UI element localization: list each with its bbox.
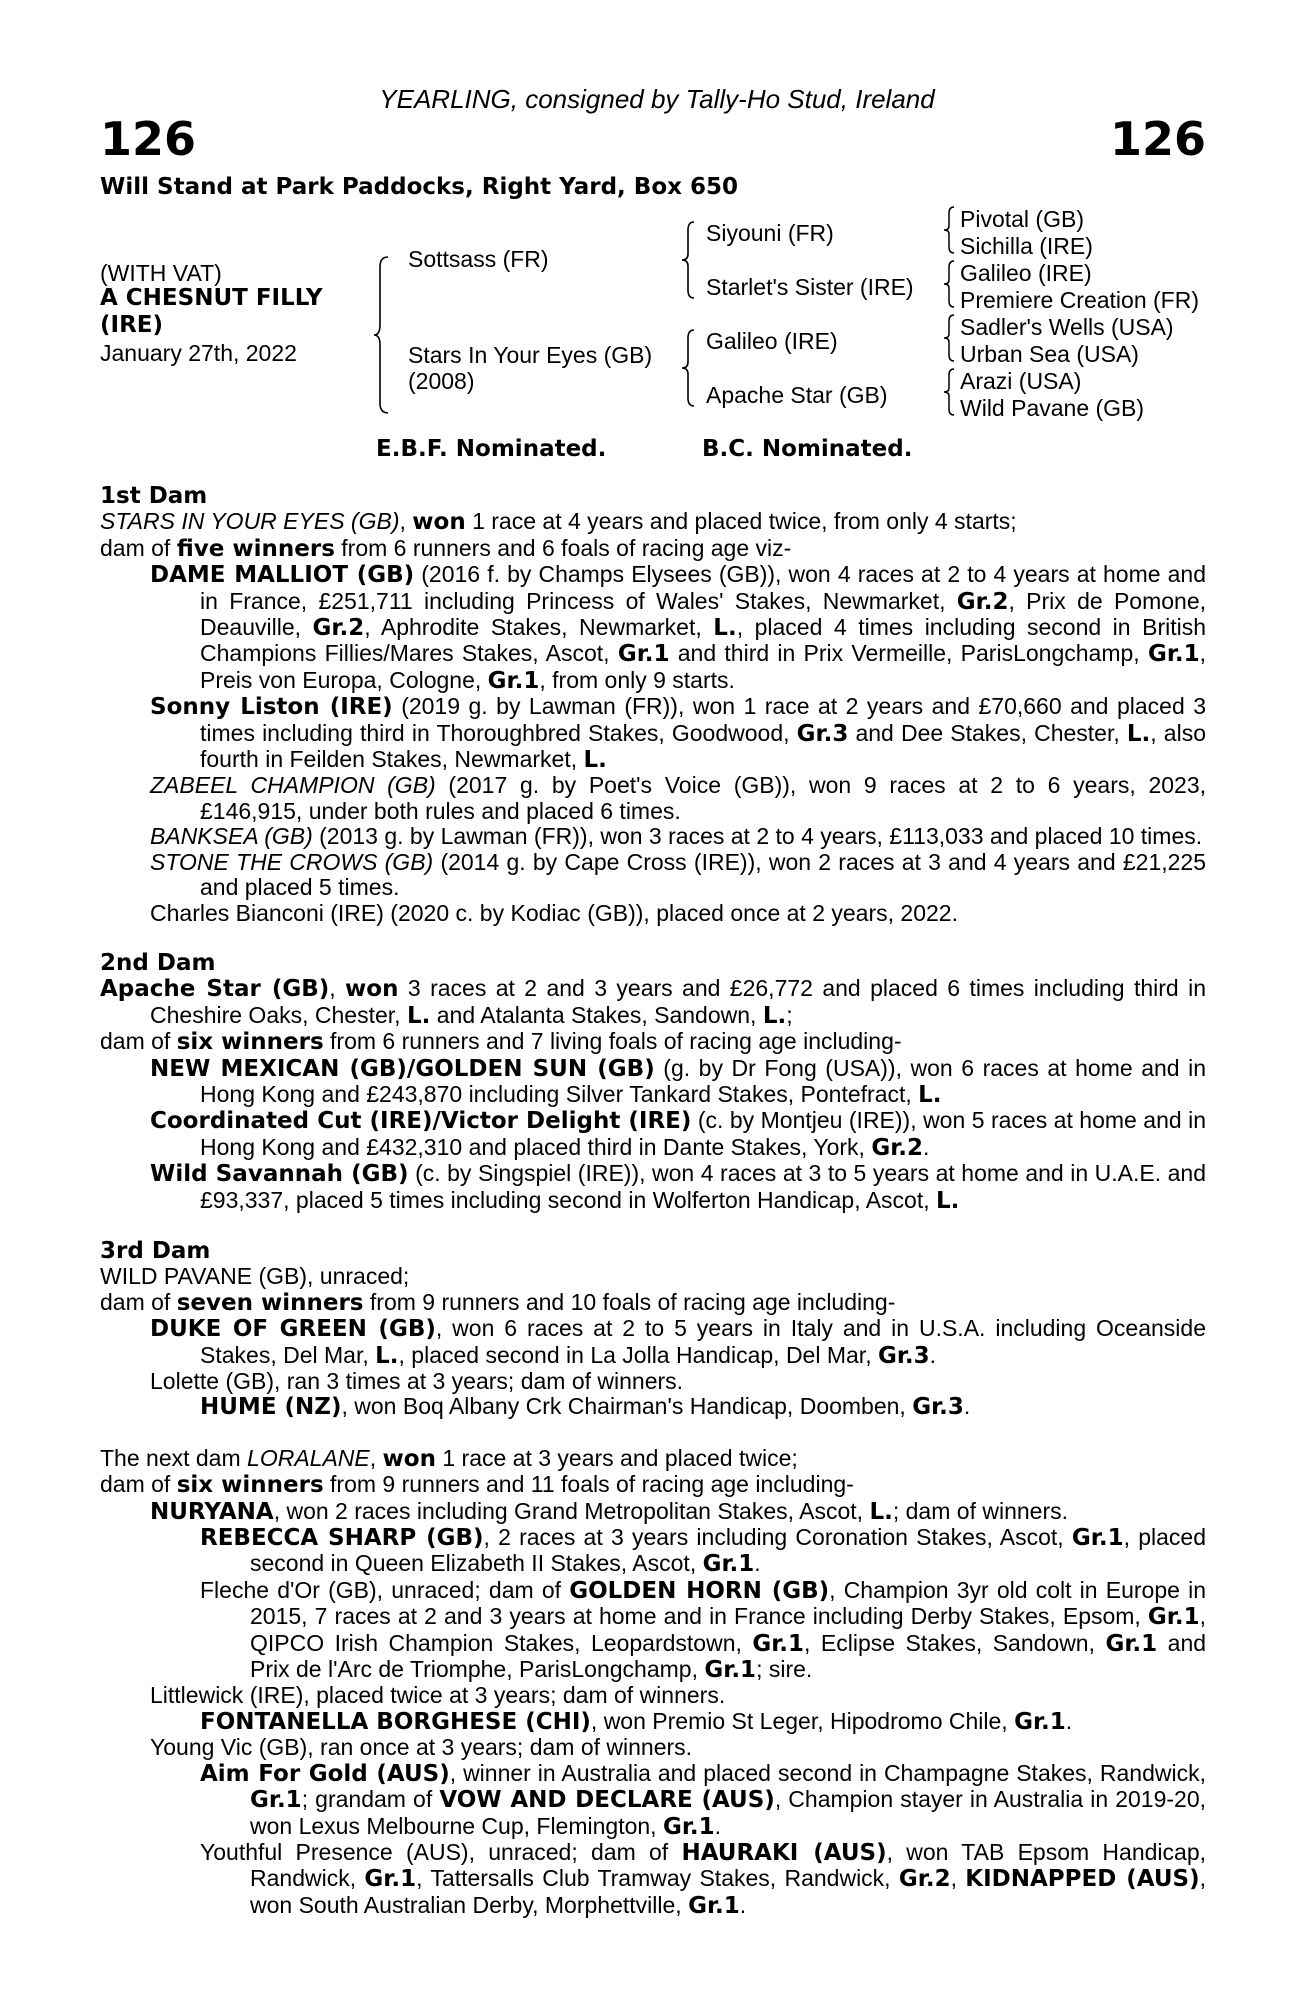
foaling-date: January 27th, 2022 — [100, 340, 297, 366]
pedigree-sire: Sottsass (FR) — [408, 246, 549, 272]
pedigree-brace-g3-2 — [944, 260, 956, 308]
pedigree-brace-g3-4 — [944, 368, 956, 416]
pedigree-brace-g3-3 — [944, 314, 956, 362]
lot-number-left: 126 — [100, 112, 197, 166]
progeny-entry: STONE THE CROWS (GB) (2014 g. by Cape Cross (IRE)), won 2 races at 3 and 4 years and £21,225 and placed 5 times. — [150, 848, 1206, 901]
lot-number-right: 126 — [1109, 112, 1206, 166]
progeny-entry: FONTANELLA BORGHESE (CHI), won Premio St Leger, Hipodromo Chile, Gr.1. — [200, 1707, 1073, 1735]
progeny-entry: Lolette (GB), ran 3 times at 3 years; dam of winners. — [150, 1368, 684, 1394]
ebf-nomination: E.B.F. Nominated. — [376, 436, 607, 462]
first-dam-line1: STARS IN YOUR EYES (GB), won 1 race at 4 years and placed twice, from only 4 starts; — [100, 508, 1017, 536]
pedigree-dam-sire: Galileo (IRE) — [706, 328, 838, 354]
second-dam-heading: 2nd Dam — [100, 949, 216, 976]
bc-nomination: B.C. Nominated. — [702, 436, 913, 462]
progeny-entry: DAME MALLIOT (GB) (2016 f. by Champs Elysees (GB)), won 4 races at 2 to 4 years at home and in France, £251,711 including Princess of Wales' Stakes, Newmarket, Gr.2, Prix de Pomone, Deauville, Gr.2, Aphrodite Stakes, Newmarket, L., placed 4 times including second in British Champions Fillies/Mares Stakes, Ascot, Gr.1 and third in Prix Vermeille, ParisLongchamp, Gr.1, Preis von Europa, Cologne, Gr.1, from only 9 starts. — [150, 561, 1207, 694]
second-dam-line2: dam of six winners from 6 runners and 7 living foals of racing age including- — [100, 1028, 902, 1056]
third-dam-line2: dam of seven winners from 9 runners and 10 foals of racing age including- — [100, 1288, 896, 1316]
vat-note: (WITH VAT) — [100, 260, 222, 286]
progeny-entry: Young Vic (GB), ran once at 3 years; dam of winners. — [150, 1734, 693, 1761]
pedigree-brace-g3-1 — [944, 206, 956, 254]
third-dam-line1: WILD PAVANE (GB), unraced; — [100, 1263, 410, 1290]
pedigree-brace-dam — [682, 328, 696, 408]
progeny-entry: Coordinated Cut (IRE)/Victor Delight (IRE) (c. by Montjeu (IRE)), won 5 races at home and in Hong Kong and £432,310 and placed third in Dante Stakes, York, Gr.2. — [150, 1107, 1207, 1161]
progeny-entry: Sonny Liston (IRE) (2019 g. by Lawman (FR)), won 1 race at 2 years and £70,660 and placed 3 times including third in Thoroughbred Stakes, Goodwood, Gr.3 and Dee Stakes, Chester, L., also fourth in Feilden Stakes, Newmarket, L. — [150, 693, 1206, 774]
progeny-entry: REBECCA SHARP (GB), 2 races at 3 years including Coronation Stakes, Ascot, Gr.1, placed second in Queen Elizabeth II Stakes, Ascot, Gr.1. — [200, 1524, 1206, 1578]
next-dam-line1: The next dam LORALANE, won 1 race at 3 years and placed twice; — [100, 1444, 798, 1472]
pedigree-g3-7: Arazi (USA) — [960, 368, 1082, 394]
pedigree-brace-main — [374, 255, 390, 415]
progeny-entry: Fleche d'Or (GB), unraced; dam of GOLDEN HORN (GB), Champion 3yr old colt in Europe in 2015, 7 races at 2 and 3 years at home and in France including Derby Stakes, Epsom, Gr.1, QIPCO Irish Champion Stakes, Leopardstown, Gr.1, Eclipse Stakes, Sandown, Gr.1 and Prix de l'Arc de Triomphe, ParisLongchamp, Gr.1; sire. — [200, 1576, 1207, 1684]
progeny-entry: Aim For Gold (AUS), winner in Australia and placed second in Champagne Stakes, Randwick, Gr.1; grandam of VOW AND DECLARE (AUS), Champion stayer in Australia in 2019-20, won Lexus Melbourne Cup, Flemington, Gr.1. — [200, 1759, 1207, 1840]
pedigree-dam-dam: Apache Star (GB) — [706, 382, 888, 408]
progeny-entry: Wild Savannah (GB) (c. by Singspiel (IRE)), won 4 races at 3 to 5 years at home and in U.A.E. and £93,337, placed 5 times including second in Wolferton Handicap, Ascot, L. — [150, 1160, 1207, 1214]
first-dam-line2: dam of five winners from 6 runners and 6 foals of racing age viz- — [100, 534, 792, 562]
progeny-entry: DUKE OF GREEN (GB), won 6 races at 2 to 5 years in Italy and in U.S.A. including Oceanside Stakes, Del Mar, L., placed second in La Jolla Handicap, Del Mar, Gr.3. — [150, 1315, 1207, 1369]
pedigree-g3-8: Wild Pavane (GB) — [960, 395, 1145, 421]
progeny-entry: Charles Bianconi (IRE) (2020 c. by Kodiac (GB)), placed once at 2 years, 2022. — [150, 899, 958, 926]
pedigree-g3-3: Galileo (IRE) — [960, 260, 1092, 286]
pedigree-g3-6: Urban Sea (USA) — [960, 341, 1139, 367]
pedigree-dam: Stars In Your Eyes (GB) — [408, 342, 653, 368]
progeny-entry: NURYANA, won 2 races including Grand Metropolitan Stakes, Ascot, L.; dam of winners. — [150, 1497, 1068, 1525]
second-dam-line1: Apache Star (GB), won 3 races at 2 and 3 years and £26,772 and placed 6 times including third in Cheshire Oaks, Chester, L. and Atalanta Stakes, Sandown, L.; — [100, 975, 1207, 1029]
progeny-entry: Youthful Presence (AUS), unraced; dam of HAURAKI (AUS), won TAB Epsom Handicap, Randwick, Gr.1, Tattersalls Club Tramway Stakes, Randwick, Gr.2, KIDNAPPED (AUS), won South Australian Derby, Morphettville, Gr.1. — [200, 1838, 1206, 1919]
pedigree-dam-year: (2008) — [408, 368, 475, 394]
pedigree-g3-4: Premiere Creation (FR) — [960, 287, 1199, 313]
pedigree-g3-1: Pivotal (GB) — [960, 206, 1084, 232]
progeny-entry: ZABEEL CHAMPION (GB) (2017 g. by Poet's Voice (GB)), won 9 races at 2 to 6 years, 2023, £146,915, under both rules and placed 6 times. — [150, 772, 1206, 824]
progeny-entry: NEW MEXICAN (GB)/GOLDEN SUN (GB) (g. by Dr Fong (USA)), won 6 races at home and in Hong Kong and £243,870 including Silver Tankard Stakes, Pontefract, L. — [150, 1054, 1207, 1108]
consignor-line: YEARLING, consigned by Tally-Ho Stud, Ireland — [379, 84, 935, 114]
catalogue-body — [100, 484, 1206, 1919]
stand-location: Will Stand at Park Paddocks, Right Yard, Box 650 — [100, 174, 738, 200]
horse-name-line2: (IRE) — [100, 312, 164, 338]
horse-name-line1: A CHESNUT FILLY — [100, 285, 323, 311]
progeny-entry: BANKSEA (GB) (2013 g. by Lawman (FR)), won 3 races at 2 to 4 years, £113,033 and placed 10 times. — [150, 823, 1203, 850]
pedigree-sire-dam: Starlet's Sister (IRE) — [706, 274, 914, 300]
progeny-entry: HUME (NZ), won Boq Albany Crk Chairman's Handicap, Doomben, Gr.3. — [200, 1393, 971, 1421]
pedigree-g3-2: Sichilla (IRE) — [960, 233, 1093, 259]
progeny-entry: Littlewick (IRE), placed twice at 3 years; dam of winners. — [150, 1682, 726, 1709]
pedigree-brace-sire — [682, 220, 696, 300]
third-dam-heading: 3rd Dam — [100, 1237, 211, 1264]
pedigree-sire-sire: Siyouni (FR) — [706, 220, 834, 246]
pedigree-g3-5: Sadler's Wells (USA) — [960, 314, 1174, 340]
first-dam-heading: 1st Dam — [100, 483, 208, 509]
next-dam-line2: dam of six winners from 9 runners and 11 foals of racing age including- — [100, 1471, 854, 1499]
